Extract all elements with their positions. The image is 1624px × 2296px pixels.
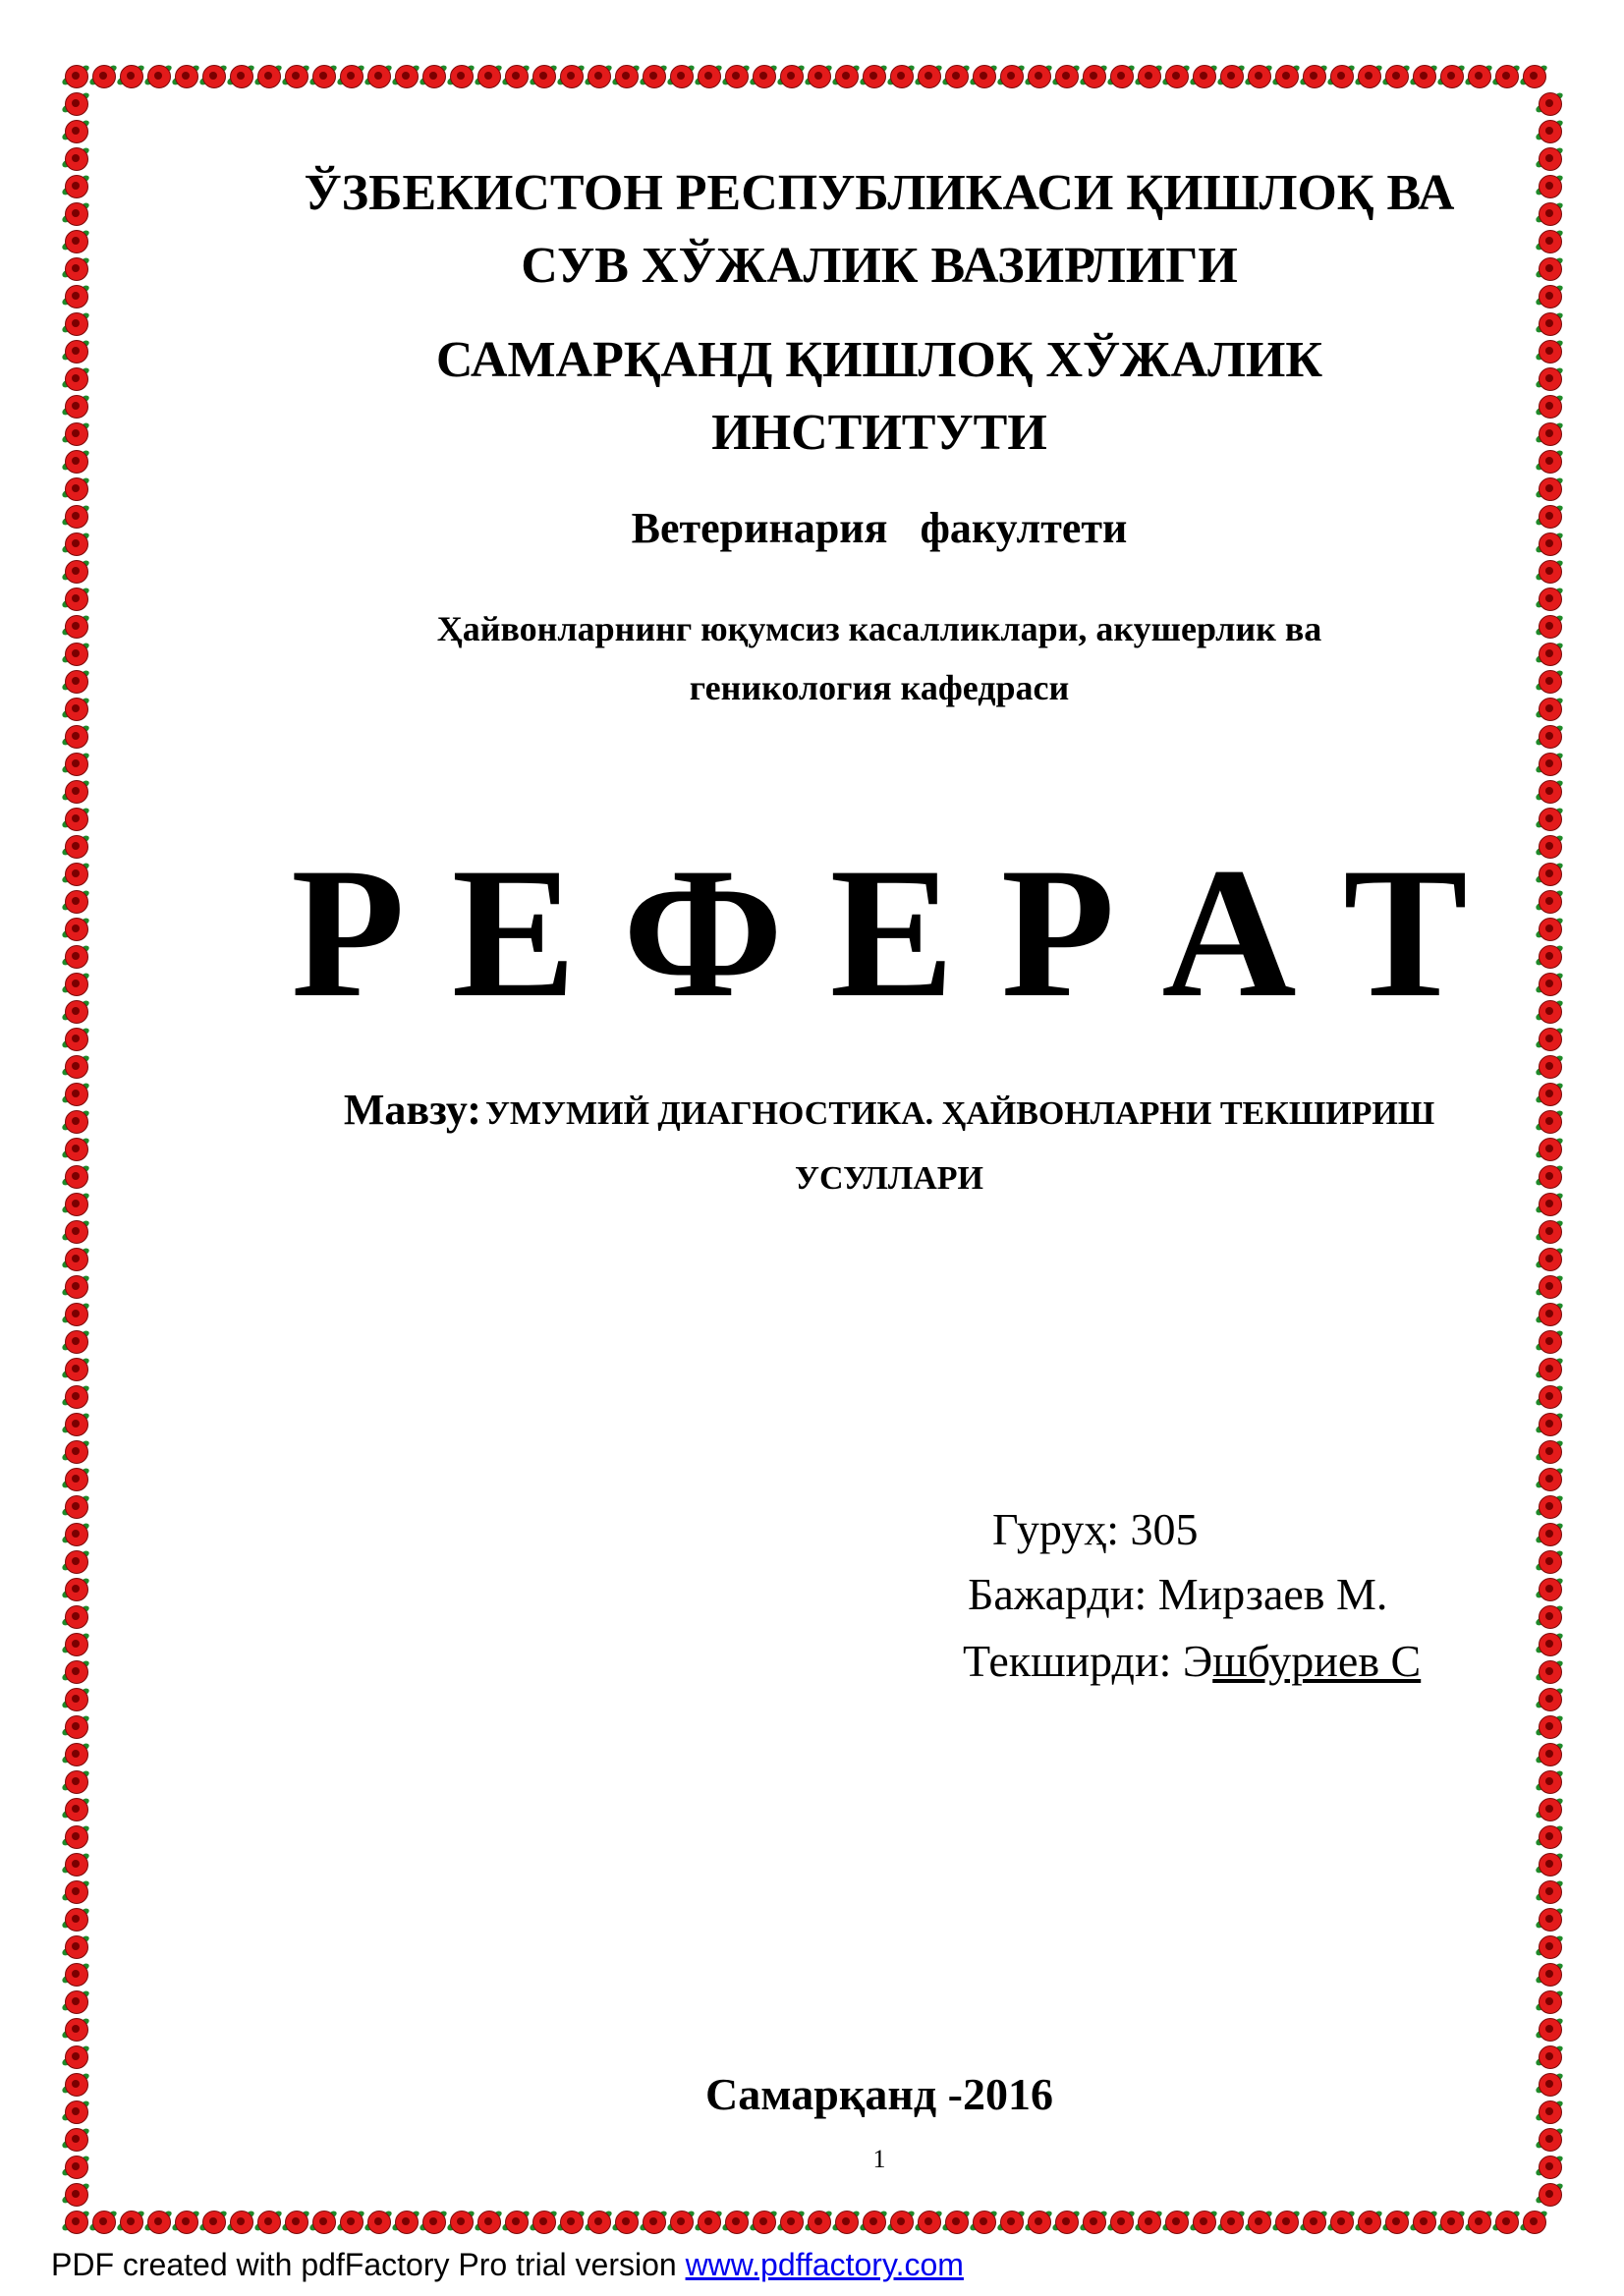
flower-ornament <box>725 2211 749 2234</box>
flower-ornament <box>1248 65 1271 88</box>
flower-ornament <box>1539 1578 1562 1601</box>
flower-ornament <box>65 147 88 171</box>
topic-block <box>236 1081 1542 1208</box>
flower-ornament <box>918 65 941 88</box>
flower-ornament <box>1330 65 1354 88</box>
flower-ornament <box>65 1495 88 1519</box>
flower-ornament <box>92 65 116 88</box>
flower-ornament <box>1000 2211 1024 2234</box>
flower-ornament <box>65 918 88 941</box>
flower-ornament <box>1083 2211 1106 2234</box>
flower-ornament <box>65 532 88 556</box>
flower-ornament <box>1539 725 1562 749</box>
flower-ornament <box>1539 1248 1562 1271</box>
department-line-1: Ҳайвонларнинг юқумсиз касалликлари, акушерлик ва <box>436 609 1322 648</box>
flower-ornament <box>973 65 996 88</box>
flower-ornament <box>1539 1825 1562 1849</box>
flower-ornament <box>1523 2211 1546 2234</box>
flower-ornament <box>1028 2211 1051 2234</box>
flower-ornament <box>65 725 88 749</box>
flower-ornament <box>65 1935 88 1959</box>
flower-ornament <box>65 1385 88 1409</box>
flower-ornament <box>65 2183 88 2207</box>
flower-ornament <box>753 65 776 88</box>
footer-link[interactable]: www.pdffactory.com <box>685 2247 964 2282</box>
flower-ornament <box>65 835 88 859</box>
flower-ornament <box>1358 2211 1381 2234</box>
flower-ornament <box>65 92 88 116</box>
flower-ornament <box>65 615 88 639</box>
flower-ornament <box>1440 2211 1464 2234</box>
flower-ornament <box>92 2211 116 2234</box>
flower-ornament <box>65 1908 88 1932</box>
flower-ornament <box>477 2211 501 2234</box>
flower-ornament <box>1539 1605 1562 1629</box>
flower-ornament <box>1000 65 1024 88</box>
flower-ornament <box>65 863 88 886</box>
flower-ornament <box>65 1853 88 1876</box>
flower-ornament <box>973 2211 996 2234</box>
flower-ornament <box>1138 2211 1161 2234</box>
flower-ornament <box>1539 670 1562 694</box>
flower-ornament <box>588 2211 611 2234</box>
flower-ornament <box>175 2211 198 2234</box>
flower-ornament <box>65 1220 88 1244</box>
flower-ornament <box>1303 65 1326 88</box>
flower-ornament <box>615 65 639 88</box>
flower-ornament <box>1539 1358 1562 1381</box>
flower-ornament <box>1275 65 1299 88</box>
flower-ornament <box>1028 65 1051 88</box>
topic-title-line-2: УСУЛЛАРИ <box>795 1160 983 1197</box>
flower-ornament <box>1539 1495 1562 1519</box>
flower-ornament <box>1539 1990 1562 2014</box>
flower-ornament <box>65 670 88 694</box>
flower-ornament <box>1193 65 1216 88</box>
flower-ornament <box>945 65 969 88</box>
flower-ornament <box>560 65 584 88</box>
flower-ornament <box>863 65 886 88</box>
flower-ornament <box>65 1303 88 1326</box>
flower-ornament <box>65 1523 88 1546</box>
flower-ornament <box>202 2211 226 2234</box>
flower-ornament <box>1385 2211 1409 2234</box>
flower-ornament <box>65 1083 88 1106</box>
flower-ornament <box>65 2128 88 2152</box>
checked-by-name: шбуриев С <box>1212 1636 1422 1686</box>
flower-ornament <box>65 1028 88 1051</box>
flower-ornament <box>1539 1275 1562 1299</box>
flower-ornament <box>1110 2211 1134 2234</box>
flower-ornament <box>65 1825 88 1849</box>
flower-ornament <box>615 2211 639 2234</box>
flower-ornament <box>65 1468 88 1491</box>
flower-ornament <box>65 1633 88 1656</box>
flower-ornament <box>698 2211 721 2234</box>
flower-ornament <box>1539 560 1562 584</box>
flower-ornament <box>65 1248 88 1271</box>
page-number: 1 <box>872 2145 886 2173</box>
flower-ornament <box>1495 65 1519 88</box>
topic-line-1 <box>236 1081 1542 1149</box>
flower-ornament <box>285 65 308 88</box>
flower-ornament <box>1330 2211 1354 2234</box>
flower-ornament <box>1220 2211 1244 2234</box>
flower-ornament <box>65 2073 88 2097</box>
flower-ornament <box>367 2211 391 2234</box>
flower-ornament <box>477 65 501 88</box>
flower-ornament <box>422 2211 446 2234</box>
flower-ornament <box>230 2211 253 2234</box>
flower-ornament <box>65 1138 88 1161</box>
document-type-title: Р Е Ф Е Р А Т <box>291 830 1468 1036</box>
flower-ornament <box>65 1770 88 1794</box>
flower-ornament <box>670 2211 694 2234</box>
flower-ornament <box>312 65 336 88</box>
flower-ornament <box>1193 2211 1216 2234</box>
flower-ornament <box>65 1605 88 1629</box>
flower-ornament <box>698 65 721 88</box>
flower-ornament <box>257 2211 281 2234</box>
flower-ornament <box>65 643 88 666</box>
flower-ornament <box>1539 1743 1562 1766</box>
flower-ornament <box>725 65 749 88</box>
flower-ornament <box>1539 1413 1562 1436</box>
department-line-2: геникология кафедраси <box>689 668 1070 707</box>
footer-text: PDF created with pdfFactory Pro trial version <box>51 2247 686 2282</box>
pdf-footer <box>51 2247 964 2283</box>
flower-ornament <box>65 2100 88 2124</box>
flower-ornament <box>65 1440 88 1464</box>
flower-ornament <box>65 973 88 996</box>
flower-ornament <box>65 1055 88 1079</box>
flower-ornament <box>175 65 198 88</box>
flower-ornament <box>1539 477 1562 501</box>
flower-ornament <box>1539 1385 1562 1409</box>
flower-ornament <box>1539 1715 1562 1739</box>
flower-ornament <box>65 945 88 969</box>
flower-ornament <box>65 202 88 226</box>
flower-ornament <box>65 1880 88 1904</box>
flower-ornament <box>65 780 88 804</box>
flower-ornament <box>1055 65 1079 88</box>
flower-ornament <box>1539 780 1562 804</box>
flower-ornament <box>65 285 88 308</box>
flower-ornament <box>863 2211 886 2234</box>
flower-ornament <box>1539 753 1562 776</box>
flower-ornament <box>65 2018 88 2042</box>
flower-ornament <box>1539 588 1562 611</box>
flower-ornament <box>450 65 474 88</box>
checked-by-info <box>963 1635 1421 1687</box>
ministry-heading <box>196 157 1562 303</box>
flower-ornament <box>65 2211 88 2234</box>
flower-ornament <box>65 395 88 419</box>
flower-ornament <box>1523 65 1546 88</box>
flower-ornament <box>65 1660 88 1684</box>
flower-ornament <box>65 65 88 88</box>
flower-ornament <box>65 890 88 914</box>
flower-ornament <box>202 65 226 88</box>
flower-ornament <box>65 1330 88 1354</box>
flower-ornament <box>1303 2211 1326 2234</box>
flower-ornament <box>1539 615 1562 639</box>
flower-ornament <box>1083 65 1106 88</box>
flower-ornament <box>1539 2183 1562 2207</box>
done-by-info: Бажарди: Мирзаев М. <box>968 1569 1388 1619</box>
flower-ornament <box>65 367 88 391</box>
flower-ornament <box>1539 1330 1562 1354</box>
flower-ornament <box>395 65 419 88</box>
flower-ornament <box>890 65 914 88</box>
flower-ornament <box>835 65 859 88</box>
flower-ornament <box>1539 1440 1562 1464</box>
flower-ornament <box>65 698 88 721</box>
flower-ornament <box>1539 2018 1562 2042</box>
flower-ornament <box>1275 2211 1299 2234</box>
flower-ornament <box>312 2211 336 2234</box>
flower-ornament <box>65 120 88 143</box>
flower-ornament <box>1110 65 1134 88</box>
flower-ornament <box>1539 1550 1562 1574</box>
flower-ornament <box>65 505 88 529</box>
flower-ornament <box>1539 2045 1562 2069</box>
flower-ornament <box>65 2045 88 2069</box>
flower-ornament <box>65 1358 88 1381</box>
flower-ornament <box>505 2211 529 2234</box>
flower-ornament <box>65 808 88 831</box>
flower-ornament <box>65 1275 88 1299</box>
flower-ornament <box>65 1798 88 1821</box>
flower-ornament <box>945 2211 969 2234</box>
flower-ornament <box>1539 1935 1562 1959</box>
flower-ornament <box>835 2211 859 2234</box>
flower-ornament <box>1539 1908 1562 1932</box>
flower-ornament <box>588 65 611 88</box>
ministry-line-2: СУВ ХЎЖАЛИК ВАЗИРЛИГИ <box>521 238 1238 294</box>
flower-ornament <box>65 1165 88 1189</box>
flower-ornament <box>65 1963 88 1987</box>
flower-ornament <box>505 65 529 88</box>
flower-ornament <box>257 65 281 88</box>
flower-ornament <box>65 1743 88 1766</box>
flower-ornament <box>395 2211 419 2234</box>
flower-ornament <box>65 257 88 281</box>
flower-ornament <box>65 340 88 364</box>
flower-ornament <box>65 1715 88 1739</box>
topic-label: Мавзу: <box>343 1086 481 1134</box>
flower-ornament <box>532 65 556 88</box>
flower-ornament <box>65 422 88 446</box>
flower-ornament <box>285 2211 308 2234</box>
flower-ornament <box>1539 1770 1562 1794</box>
flower-ornament <box>1539 1468 1562 1491</box>
flower-ornament <box>120 2211 143 2234</box>
flower-ornament <box>1413 65 1436 88</box>
institute-line-1: САМАРҚАНД ҚИШЛОҚ ХЎЖАЛИК <box>435 332 1323 388</box>
flower-ornament <box>1539 1963 1562 1987</box>
flower-ornament <box>450 2211 474 2234</box>
flower-ornament <box>1165 2211 1189 2234</box>
city-year: Самарқанд -2016 <box>705 2069 1053 2119</box>
flower-ornament <box>65 230 88 253</box>
flower-ornament <box>753 2211 776 2234</box>
flower-ornament <box>560 2211 584 2234</box>
flower-ornament <box>1539 1055 1562 1079</box>
flower-ornament <box>340 2211 364 2234</box>
institute-line-2: ИНСТИТУТИ <box>711 405 1047 461</box>
checked-by-label: Текширди: Э <box>963 1636 1213 1686</box>
flower-ornament <box>367 65 391 88</box>
flower-ornament <box>1539 1798 1562 1821</box>
flower-ornament <box>1539 1303 1562 1326</box>
flower-ornament <box>1358 65 1381 88</box>
flower-ornament <box>1539 698 1562 721</box>
flower-ornament <box>1539 643 1562 666</box>
flower-ornament <box>1539 92 1562 116</box>
flower-ornament <box>1539 120 1562 143</box>
flower-ornament <box>1468 2211 1491 2234</box>
flower-ornament <box>65 1413 88 1436</box>
flower-ornament <box>1165 65 1189 88</box>
flower-ornament <box>1539 1688 1562 1711</box>
flower-ornament <box>65 477 88 501</box>
flower-ornament <box>1539 808 1562 831</box>
flower-ornament <box>808 2211 831 2234</box>
flower-ornament <box>1539 1880 1562 1904</box>
flower-ornament <box>1413 2211 1436 2234</box>
flower-ornament <box>147 65 171 88</box>
flower-ornament <box>120 65 143 88</box>
flower-ornament <box>918 2211 941 2234</box>
flower-ornament <box>1440 65 1464 88</box>
flower-ornament <box>65 1990 88 2014</box>
flower-ornament <box>65 2156 88 2179</box>
flower-ornament <box>670 65 694 88</box>
flower-ornament <box>1248 2211 1271 2234</box>
flower-ornament <box>65 450 88 474</box>
flower-ornament <box>1539 1853 1562 1876</box>
flower-ornament <box>643 65 666 88</box>
flower-ornament <box>65 1688 88 1711</box>
flower-ornament <box>340 65 364 88</box>
flower-ornament <box>65 1550 88 1574</box>
flower-ornament <box>780 65 804 88</box>
flower-ornament <box>65 560 88 584</box>
institute-heading <box>196 324 1562 470</box>
flower-ornament <box>1220 65 1244 88</box>
ministry-line-1: ЎЗБЕКИСТОН РЕСПУБЛИКАСИ ҚИШЛОҚ ВА <box>304 165 1455 221</box>
flower-ornament <box>1539 1633 1562 1656</box>
flower-ornament <box>1539 1523 1562 1546</box>
flower-ornament <box>643 2211 666 2234</box>
faculty-heading: Ветеринария факултети <box>631 504 1128 552</box>
flower-ornament <box>65 1110 88 1134</box>
flower-ornament <box>1539 1220 1562 1244</box>
flower-ornament <box>65 1578 88 1601</box>
flower-ornament <box>1385 65 1409 88</box>
flower-ornament <box>1138 65 1161 88</box>
flower-ornament <box>65 753 88 776</box>
flower-ornament <box>422 65 446 88</box>
topic-title-line-1: УМУМИЙ ДИАГНОСТИКА. ҲАЙВОНЛАРНИ ТЕКШИРИШ <box>484 1095 1435 1132</box>
flower-ornament <box>780 2211 804 2234</box>
flower-ornament <box>1539 1660 1562 1684</box>
flower-ornament <box>532 2211 556 2234</box>
group-info: Гуруҳ: 305 <box>992 1504 1199 1554</box>
department-heading <box>246 599 1513 717</box>
flower-ornament <box>1495 2211 1519 2234</box>
flower-ornament <box>808 65 831 88</box>
flower-ornament <box>65 175 88 198</box>
flower-ornament <box>65 1000 88 1024</box>
flower-ornament <box>65 1193 88 1216</box>
flower-ornament <box>1055 2211 1079 2234</box>
flower-ornament <box>65 312 88 336</box>
flower-ornament <box>890 2211 914 2234</box>
flower-ornament <box>65 588 88 611</box>
flower-ornament <box>1468 65 1491 88</box>
flower-ornament <box>147 2211 171 2234</box>
flower-ornament <box>230 65 253 88</box>
